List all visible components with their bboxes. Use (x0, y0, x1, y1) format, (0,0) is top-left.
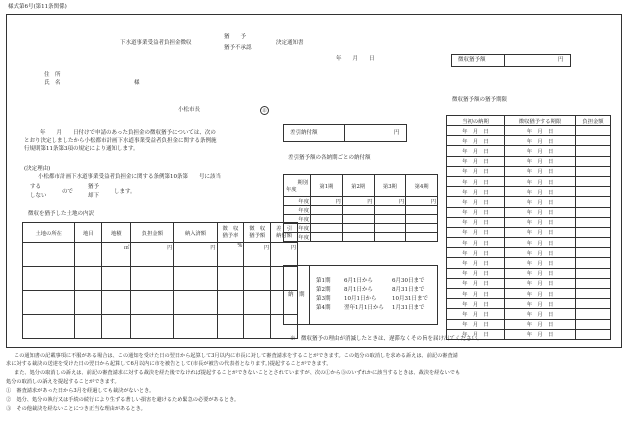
right-cell: 年 月 日 (505, 258, 576, 268)
right-cell: 年 月 日 (505, 166, 576, 176)
footer-line-3: また、処分の取消しの訴えは、前記の審査請求に対する裁決を経た後でなければ提起することができないこととされていますが、次の①から③のいずれかに該当するときは、裁決を経ないでも (14, 370, 461, 376)
reason-text: 小松都市計画下水道事業受益者負担金に関する条例第10条第 号に該当 (38, 174, 222, 180)
right-cell: 年 月 日 (447, 248, 505, 258)
address-label: 住 所 (44, 72, 61, 78)
due-to: 8月31日まで (392, 287, 425, 293)
schedule-corner-top: 期別 (297, 180, 308, 186)
schedule-title: 差引猶予額の各納期ごとの納付額 (288, 155, 371, 161)
right-header: 負担金額 (576, 116, 611, 126)
due-from: 10月1日から (344, 296, 377, 302)
right-cell: 年 月 日 (505, 176, 576, 186)
right-cell: 年 月 日 (447, 156, 505, 166)
due-to: 10月31日まで (392, 296, 428, 302)
right-cell (576, 258, 611, 268)
right-cell: 年 月 日 (447, 238, 505, 248)
schedule-cell (342, 233, 374, 242)
land-cell (75, 267, 102, 291)
due-label: 納 期 (288, 292, 305, 298)
land-cell (174, 291, 217, 315)
land-cell: 円 (131, 243, 174, 267)
land-cell: 円 (244, 243, 271, 267)
right-cell (576, 187, 611, 197)
form-number: 様式第6号(第11条関係) (8, 4, 67, 10)
right-cell: 年 月 日 (505, 156, 576, 166)
mayor: 小松市長 (178, 107, 201, 113)
title-part1: 下水道事業受益者負担金徴収 (120, 40, 192, 46)
schedule-table (283, 174, 438, 242)
node-text: ので (62, 189, 74, 195)
schedule-corner (284, 175, 311, 197)
land-header: 徴 収 猶予額 (244, 223, 271, 243)
right-cell: 年 月 日 (505, 248, 576, 258)
right-cell (576, 248, 611, 258)
honorific: 様 (134, 80, 140, 86)
right-cell (576, 319, 611, 329)
schedule-corner-bottom: 年度 (286, 187, 297, 193)
land-cell (244, 315, 271, 339)
land-cell (75, 291, 102, 315)
schedule-cell (311, 233, 343, 242)
land-cell (23, 243, 75, 267)
right-cell (576, 197, 611, 207)
right-cell (576, 309, 611, 319)
right-cell: 年 月 日 (505, 197, 576, 207)
right-cell (576, 238, 611, 248)
right-cell (576, 329, 611, 339)
deduct-divider (344, 124, 345, 142)
right-amount-label: 徴収猶予額 (458, 57, 486, 63)
right-cell: 年 月 日 (447, 207, 505, 217)
due-to: 1月31日まで (392, 305, 425, 311)
schedule-cell (374, 233, 406, 242)
right-cell (576, 146, 611, 156)
right-cell: 年 月 日 (505, 299, 576, 309)
land-cell: 円 (174, 243, 217, 267)
due-period: 第1期 (316, 278, 331, 284)
due-divider (309, 265, 310, 325)
land-cell: % (217, 243, 244, 267)
schedule-cell (311, 206, 343, 215)
body-line-3: 行規則第11条第3項の規定により通知します。 (24, 146, 139, 152)
due-from: 8月1日から (344, 287, 373, 293)
right-cell (576, 166, 611, 176)
right-cell: 年 月 日 (447, 197, 505, 207)
right-cell (576, 176, 611, 186)
due-from: 翌年1月1日から (344, 305, 384, 311)
land-cell (102, 267, 131, 291)
body-line-2: とおり決定しましたから小松都市計画下水道事業受益者負担金に関する条例施 (24, 138, 217, 144)
right-cell: 年 月 日 (447, 289, 505, 299)
title-option-fushonin: 猶予不承認 (224, 45, 252, 51)
right-cell (576, 217, 611, 227)
right-cell: 年 月 日 (447, 319, 505, 329)
land-header: 徴 収 猶予率 (217, 223, 244, 243)
due-period: 第3期 (316, 296, 331, 302)
land-cell (75, 243, 102, 267)
deduct-yen: 円 (394, 130, 400, 136)
right-cell: 年 月 日 (505, 238, 576, 248)
land-cell (244, 291, 271, 315)
schedule-cell (406, 233, 438, 242)
shinai-option: しない (30, 193, 47, 199)
due-box (283, 265, 438, 325)
suru-option: する (30, 184, 42, 190)
cancel-note: ※ 徴収猶予の理由が消滅したときは、遅滞なくその旨を届け出てください。 (290, 336, 483, 342)
right-cell: 年 月 日 (447, 217, 505, 227)
right-cell: 年 月 日 (447, 126, 505, 136)
schedule-cell: 円 (406, 197, 438, 206)
right-cell (576, 299, 611, 309)
right-cell: 年 月 日 (505, 126, 576, 136)
schedule-cell (406, 215, 438, 224)
name-label: 氏 名 (44, 80, 61, 86)
schedule-cell (406, 206, 438, 215)
right-amount-yen: 円 (558, 57, 564, 63)
schedule-cell (342, 224, 374, 233)
right-header: 当初の納期 (447, 116, 505, 126)
right-cell: 年 月 日 (447, 187, 505, 197)
footer-line-4: 処分の取消しの訴えを提起することができます。 (6, 379, 120, 385)
schedule-cell (311, 224, 343, 233)
right-cell: 年 月 日 (447, 166, 505, 176)
due-from: 6月1日から (344, 278, 373, 284)
land-table-title: 徴収を猶予した土地の内訳 (28, 211, 95, 217)
schedule-cell (342, 215, 374, 224)
land-header: 土地の所在 (23, 223, 75, 243)
deduct-label: 差引納付額 (290, 130, 318, 136)
schedule-cell: 円 (342, 197, 374, 206)
right-cell: 年 月 日 (505, 278, 576, 288)
schedule-cell (374, 224, 406, 233)
land-header: 差 引 納付額 (271, 223, 298, 243)
right-cell (576, 227, 611, 237)
land-cell (131, 315, 174, 339)
right-cell (576, 289, 611, 299)
right-cell: 年 月 日 (505, 217, 576, 227)
shimasu-text: します。 (114, 189, 136, 195)
yuyo-option: 猶予 (88, 184, 100, 190)
right-cell: 年 月 日 (447, 227, 505, 237)
land-cell (217, 267, 244, 291)
schedule-cell (311, 215, 343, 224)
footer-line-2: 求に対する裁決の送達を受けた日の翌日から起算して6月以内に市を被告として(市長が被告の代表者となります。)提起することができます。 (6, 361, 332, 367)
due-to: 6月30日まで (392, 278, 425, 284)
reason-label: (決定理由) (24, 166, 51, 172)
right-cell: 年 月 日 (505, 309, 576, 319)
schedule-cell: 円 (311, 197, 343, 206)
right-cell (576, 136, 611, 146)
land-cell (102, 315, 131, 339)
schedule-year-cell: 年度 (284, 215, 311, 224)
schedule-period-header: 第2期 (342, 175, 374, 197)
body-line-1: 年 月 日付けで申請のあった負担金の徴収猶予については、次の (40, 130, 216, 136)
land-cell (131, 267, 174, 291)
right-schedule-title: 徴収猶予額の猶予期限 (452, 97, 508, 103)
land-cell (174, 267, 217, 291)
right-header: 徴収猶予する期限 (505, 116, 576, 126)
land-header: 負担金額 (131, 223, 174, 243)
right-cell: 年 月 日 (505, 136, 576, 146)
title-part2: 決定通知書 (276, 40, 304, 46)
schedule-cell (342, 206, 374, 215)
right-cell: 年 月 日 (447, 258, 505, 268)
right-cell: 年 月 日 (447, 176, 505, 186)
land-cell (174, 315, 217, 339)
schedule-period-header: 第1期 (311, 175, 343, 197)
schedule-year-cell: 年度 (284, 206, 311, 215)
schedule-cell (406, 224, 438, 233)
right-cell: 年 月 日 (505, 146, 576, 156)
title-option-yuyo: 猶 予 (224, 34, 247, 40)
right-cell: 年 月 日 (447, 329, 505, 339)
right-cell: 年 月 日 (447, 278, 505, 288)
footer-line-5: ① 審査請求があった日から3月を経過しても裁決がないとき。 (6, 388, 155, 394)
right-cell: 年 月 日 (505, 187, 576, 197)
land-header: 納入済額 (174, 223, 217, 243)
land-cell (23, 291, 75, 315)
land-header: 地目 (75, 223, 102, 243)
issue-date: 年 月 日 (336, 56, 375, 62)
right-cell: 年 月 日 (505, 207, 576, 217)
land-cell (75, 315, 102, 339)
right-cell: 年 月 日 (447, 146, 505, 156)
right-cell: 年 月 日 (505, 289, 576, 299)
land-header: 地積 (102, 223, 131, 243)
schedule-cell (374, 206, 406, 215)
land-table (22, 222, 298, 339)
land-cell: 円 (271, 243, 298, 267)
due-period: 第4期 (316, 305, 331, 311)
land-cell (131, 291, 174, 315)
right-cell: 年 月 日 (447, 268, 505, 278)
land-cell (217, 315, 244, 339)
right-cell: 年 月 日 (447, 136, 505, 146)
footer-line-6: ② 処分、処分の執行又は手続の続行により生ずる著しい損害を避けるため緊急の必要があるとき。 (6, 397, 240, 403)
schedule-year-cell: 年度 (284, 224, 311, 233)
right-cell: 年 月 日 (505, 227, 576, 237)
land-cell (23, 315, 75, 339)
right-cell: 年 月 日 (505, 329, 576, 339)
due-period: 第2期 (316, 287, 331, 293)
schedule-year-cell: 年度 (284, 197, 311, 206)
right-cell (576, 156, 611, 166)
right-cell: 年 月 日 (505, 319, 576, 329)
seal-mark: 印 (260, 106, 269, 115)
footer-line-1: この通知書の記載事項に不服がある場合は、この通知を受けた日の翌日から起算して3月以内に市長に対して審査請求をすることができます。この処分の取消しを求める訴えは、前記の審査請 (14, 353, 458, 359)
land-cell (23, 267, 75, 291)
schedule-cell (374, 215, 406, 224)
footer-line-7: ③ その他裁決を経ないことにつき正当な理由があるとき。 (6, 406, 146, 412)
right-cell: 年 月 日 (447, 309, 505, 319)
kyakka-option: 却下 (88, 193, 100, 199)
right-cell (576, 268, 611, 278)
schedule-cell: 円 (374, 197, 406, 206)
land-cell (102, 291, 131, 315)
land-cell (244, 267, 271, 291)
land-cell: ㎡ (102, 243, 131, 267)
right-cell (576, 207, 611, 217)
right-cell (576, 126, 611, 136)
land-cell (217, 291, 244, 315)
right-cell: 年 月 日 (505, 268, 576, 278)
right-amount-divider (504, 54, 505, 67)
schedule-period-header: 第3期 (374, 175, 406, 197)
deferral-deadline-table (446, 115, 611, 340)
right-cell: 年 月 日 (447, 299, 505, 309)
schedule-year-cell: 年度 (284, 233, 311, 242)
schedule-period-header: 第4期 (406, 175, 438, 197)
right-cell (576, 278, 611, 288)
